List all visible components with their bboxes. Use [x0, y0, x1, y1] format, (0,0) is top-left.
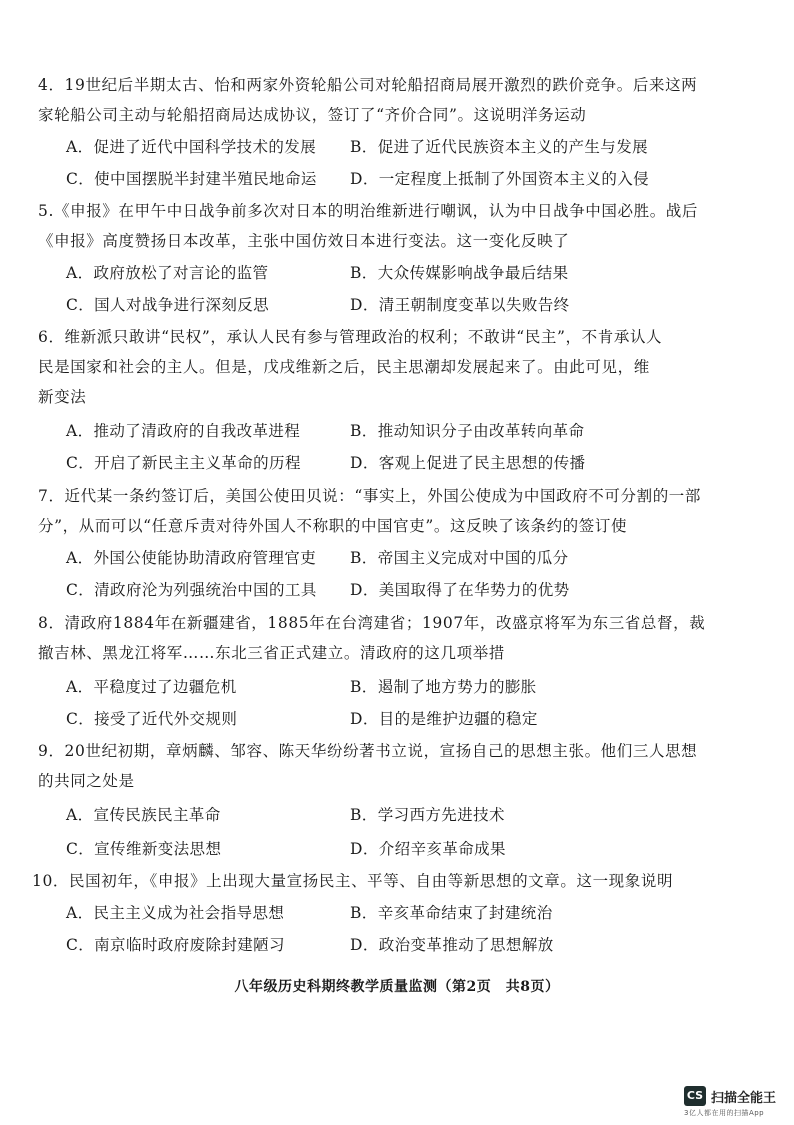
option-d[interactable]: D．清王朝制度变革以失败告终: [350, 296, 570, 314]
option-b[interactable]: B．遏制了地方势力的膨胀: [350, 678, 537, 696]
option-a[interactable]: A．推动了清政府的自我改革进程: [66, 422, 301, 440]
stem-line: 4．19世纪后半期太古、怡和两家外资轮船公司对轮船招商局展开激烈的跌价竞争。后来这两: [38, 76, 698, 94]
option-d[interactable]: D．目的是维护边疆的稳定: [350, 710, 538, 728]
option-d[interactable]: D．政治变革推动了思想解放: [350, 936, 554, 954]
option-a[interactable]: A．外国公使能协助清政府管理官吏: [66, 549, 317, 567]
option-c[interactable]: C．清政府沦为列强统治中国的工具: [66, 581, 317, 599]
question-stem: [32, 866, 744, 896]
stem-line: 分”，从而可以“任意斥责对待外国人不称职的中国官吏”。这反映了该条约的签订使: [38, 517, 628, 535]
question-stem: [38, 196, 750, 256]
option-d[interactable]: D．美国取得了在华势力的优势: [350, 581, 570, 599]
option-b[interactable]: B．帝国主义完成对中国的瓜分: [350, 549, 569, 567]
option-b[interactable]: B．促进了近代民族资本主义的产生与发展: [350, 138, 648, 156]
option-c[interactable]: C．接受了近代外交规则: [66, 710, 238, 728]
scanner-watermark: [684, 1086, 776, 1106]
option-c[interactable]: C．国人对战争进行深刻反思: [66, 296, 270, 314]
question-stem: [38, 481, 750, 541]
option-c[interactable]: C．宣传维新变法思想: [66, 840, 222, 858]
option-b[interactable]: B．推动知识分子由改革转向革命: [350, 422, 585, 440]
stem-line: 的共同之处是: [38, 772, 135, 790]
option-b[interactable]: B．辛亥革命结束了封建统治: [350, 904, 553, 922]
stem-line: 《申报》高度赞扬日本改革，主张中国仿效日本进行变法。这一变化反映了: [38, 232, 570, 250]
option-a[interactable]: A．民主主义成为社会指导思想: [66, 904, 285, 922]
camscanner-logo-icon: CS: [684, 1086, 706, 1106]
question-stem: [38, 70, 750, 130]
option-c[interactable]: C．南京临时政府废除封建陋习: [66, 936, 285, 954]
option-b[interactable]: B．大众传媒影响战争最后结果: [350, 264, 569, 282]
question-stem: [38, 736, 750, 796]
option-d[interactable]: D．介绍辛亥革命成果: [350, 840, 506, 858]
option-a[interactable]: A．宣传民族民主革命: [66, 806, 221, 824]
stem-line: 民是国家和社会的主人。但是，戊戌维新之后，民主思潮却发展起来了。由此可见，维: [38, 358, 650, 376]
watermark-name: 扫描全能王: [711, 1090, 777, 1106]
option-a[interactable]: A．平稳度过了边疆危机: [66, 678, 237, 696]
stem-line: 6．维新派只敢讲“民权”，承认人民有参与管理政治的权利；不敢讲“民主”，不肯承认人: [38, 328, 663, 346]
stem-line: 7．近代某一条约签订后，美国公使田贝说：“事实上，外国公使成为中国政府不可分割的一部: [38, 487, 701, 505]
watermark-tagline: 3亿人都在用的扫描App: [684, 1109, 765, 1117]
stem-line: 5.《申报》在甲午中日战争前多次对日本的明治维新进行嘲讽，认为中日战争中国必胜。战后: [38, 202, 698, 220]
option-c[interactable]: C．使中国摆脱半封建半殖民地命运: [66, 170, 317, 188]
option-c[interactable]: C．开启了新民主主义革命的历程: [66, 454, 301, 472]
stem-line: 10．民国初年，《申报》上出现大量宣扬民主、平等、自由等新思想的文章。这一现象说明: [32, 872, 674, 890]
stem-line: 9．20世纪初期，章炳麟、邹容、陈天华纷纷著书立说，宣扬自己的思想主张。他们三人思想: [38, 742, 698, 760]
stem-line: 家轮船公司主动与轮船招商局达成协议，签订了“齐价合同”。这说明洋务运动: [38, 106, 587, 124]
question-stem: [38, 608, 750, 668]
stem-line: 撤吉林、黑龙江将军……东北三省正式建立。清政府的这几项举措: [38, 644, 505, 662]
option-b[interactable]: B．学习西方先进技术: [350, 806, 505, 824]
option-d[interactable]: D．客观上促进了民主思想的传播: [350, 454, 586, 472]
page-footer: 八年级历史科期终教学质量监测（第2页 共8页）: [234, 979, 560, 995]
option-a[interactable]: A．政府放松了对言论的监管: [66, 264, 269, 282]
stem-line: 新变法: [38, 388, 87, 406]
stem-line: 8．清政府1884年在新疆建省，1885年在台湾建省；1907年，改盛京将军为东三省总督，裁: [38, 614, 706, 632]
option-d[interactable]: D．一定程度上抵制了外国资本主义的入侵: [350, 170, 650, 188]
option-a[interactable]: A．促进了近代中国科学技术的发展: [66, 138, 317, 156]
question-stem: [38, 322, 750, 412]
